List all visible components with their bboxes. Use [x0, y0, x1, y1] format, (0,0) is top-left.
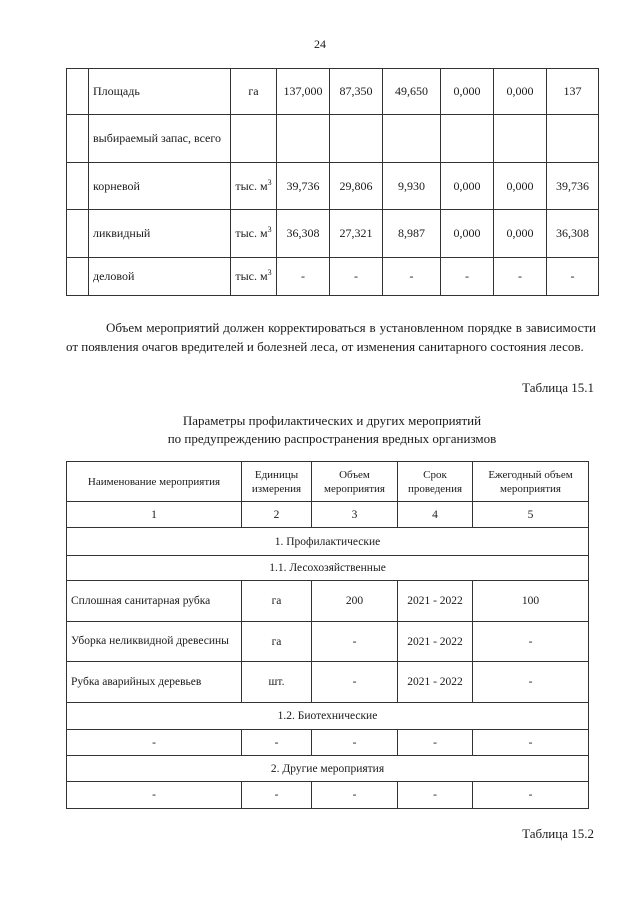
table-row — [67, 210, 599, 258]
measure-value: - — [67, 782, 242, 809]
unit-cell — [231, 115, 277, 163]
measure-value: 100 — [473, 581, 589, 622]
row-name: выбираемый запас, всего — [89, 115, 231, 163]
column-header: Наименование мероприятия — [67, 462, 242, 502]
table-title-line-1: Параметры профилактических и других мероприятий — [182, 413, 482, 428]
unit-superscript: 3 — [267, 268, 272, 277]
table-row — [67, 502, 589, 528]
measure-name: Рубка аварийных деревьев — [67, 662, 242, 703]
measure-value: шт. — [242, 662, 312, 703]
table-title-line-2: по предупреждению распространения вредных организмов — [167, 431, 497, 446]
value-cell: 27,321 — [330, 210, 383, 258]
value-cell: - — [441, 258, 494, 296]
body-paragraph: Объем мероприятий должен корректироваться в установленном порядке в зависимости от появления очагов вредителей и болезней леса, от изменения санитарного состояния лесов. — [66, 320, 596, 354]
blank-cell — [67, 69, 89, 115]
value-cell: 39,736 — [277, 163, 330, 210]
measure-value: - — [67, 730, 242, 756]
unit-cell — [231, 210, 277, 258]
table-label-15-2: Таблица 15.2 — [522, 826, 594, 841]
measure-value: - — [312, 622, 398, 662]
unit-cell — [231, 163, 277, 210]
measure-name: Уборка неликвидной древесины — [67, 622, 242, 662]
pest-prevention-table — [66, 461, 589, 809]
table-row — [67, 528, 589, 556]
row-name: корневой — [89, 163, 231, 210]
table-title — [66, 412, 598, 448]
column-header: Объем мероприятия — [312, 462, 398, 502]
value-cell — [494, 115, 547, 163]
column-header: Срок проведения — [398, 462, 473, 502]
table-row — [67, 163, 599, 210]
value-cell: 0,000 — [494, 163, 547, 210]
measure-name: Сплошная санитарная рубка — [67, 581, 242, 622]
value-cell: 137 — [547, 69, 599, 115]
column-number: 2 — [242, 502, 312, 528]
unit-superscript: 3 — [267, 177, 272, 187]
measure-value: га — [242, 581, 312, 622]
value-cell: 137,000 — [277, 69, 330, 115]
measure-value: - — [398, 782, 473, 809]
table-row — [67, 115, 599, 163]
measure-value: - — [473, 622, 589, 662]
table-label-15-1: Таблица 15.1 — [522, 380, 594, 395]
measure-value: - — [242, 782, 312, 809]
value-cell — [441, 115, 494, 163]
value-cell: - — [277, 258, 330, 296]
table-row — [67, 703, 589, 730]
measure-value: 2021 - 2022 — [398, 662, 473, 703]
blank-cell — [67, 258, 89, 296]
value-cell: - — [330, 258, 383, 296]
value-cell — [383, 115, 441, 163]
measure-value: - — [473, 782, 589, 809]
measure-value: - — [473, 662, 589, 703]
value-cell: - — [494, 258, 547, 296]
column-header: Ежегодный объем мероприятия — [473, 462, 589, 502]
value-cell: - — [383, 258, 441, 296]
value-cell: 0,000 — [494, 69, 547, 115]
table-row — [67, 622, 589, 662]
column-number: 4 — [398, 502, 473, 528]
unit: га — [248, 84, 259, 98]
page-number: 24 — [314, 37, 326, 51]
measure-value: га — [242, 622, 312, 662]
table-row — [67, 782, 589, 809]
value-cell: 29,806 — [330, 163, 383, 210]
measure-value: - — [312, 730, 398, 756]
measure-value: 200 — [312, 581, 398, 622]
unit: тыс. м — [235, 178, 268, 193]
subsection-heading: 1.2. Биотехнические — [67, 703, 589, 730]
column-number: 1 — [67, 502, 242, 528]
unit-cell — [231, 258, 277, 296]
table-row — [67, 556, 589, 581]
subsection-heading: 1.1. Лесохозяйственные — [67, 556, 589, 581]
measure-value: - — [312, 662, 398, 703]
section-heading: 1. Профилактические — [67, 528, 589, 556]
section-heading: 2. Другие мероприятия — [67, 756, 589, 782]
value-cell: 0,000 — [494, 210, 547, 258]
row-name: Площадь — [89, 69, 231, 115]
blank-cell — [67, 210, 89, 258]
measure-value: - — [398, 730, 473, 756]
measure-value: 2021 - 2022 — [398, 581, 473, 622]
value-cell — [330, 115, 383, 163]
table-row — [67, 662, 589, 703]
measure-value: 2021 - 2022 — [398, 622, 473, 662]
value-cell — [547, 115, 599, 163]
table-row — [67, 730, 589, 756]
value-cell: 0,000 — [441, 210, 494, 258]
value-cell: 36,308 — [277, 210, 330, 258]
value-cell: 0,000 — [441, 69, 494, 115]
value-cell: 0,000 — [441, 163, 494, 210]
value-cell: 9,930 — [383, 163, 441, 210]
value-cell: 49,650 — [383, 69, 441, 115]
value-cell: 8,987 — [383, 210, 441, 258]
row-name: ликвидный — [89, 210, 231, 258]
measure-value: - — [312, 782, 398, 809]
value-cell: - — [547, 258, 599, 296]
blank-cell — [67, 115, 89, 163]
blank-cell — [67, 163, 89, 210]
column-header: Единицы измерения — [242, 462, 312, 502]
value-cell: 87,350 — [330, 69, 383, 115]
measure-value: - — [473, 730, 589, 756]
unit: тыс. м — [235, 226, 268, 240]
measure-value: - — [242, 730, 312, 756]
table-row — [67, 462, 589, 502]
table-row — [67, 756, 589, 782]
row-name: деловой — [89, 258, 231, 296]
value-cell: 36,308 — [547, 210, 599, 258]
unit: тыс. м — [235, 269, 268, 283]
unit-cell — [231, 69, 277, 115]
table-row — [67, 258, 599, 296]
value-cell: 39,736 — [547, 163, 599, 210]
unit-superscript: 3 — [267, 225, 272, 234]
value-cell — [277, 115, 330, 163]
column-number: 3 — [312, 502, 398, 528]
column-number: 5 — [473, 502, 589, 528]
table-row — [67, 581, 589, 622]
forest-volume-table — [66, 68, 599, 296]
table-row — [67, 69, 599, 115]
